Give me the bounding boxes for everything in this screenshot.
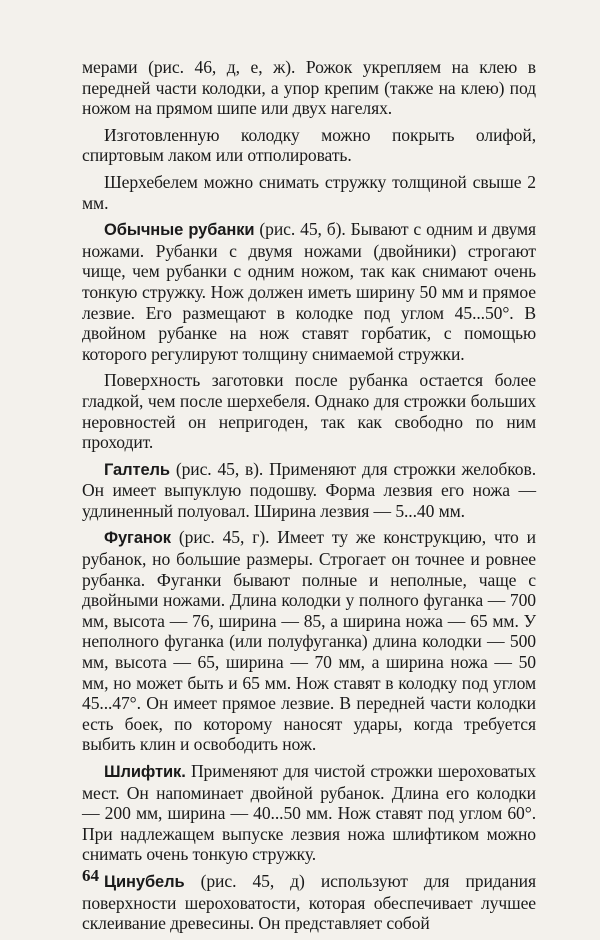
page-number: 64 (82, 866, 99, 885)
paragraph-shliftik (82, 761, 536, 865)
paragraph-galtel (82, 459, 536, 522)
paragraph-text: мерами (рис. 46, д, е, ж). Рожок укрепляем на клею в передней части колодки, а упор крепим (также на клею) под ножом на прямом шипе или двух нагелях. (82, 57, 536, 119)
paragraph-text: Шерхебелем можно снимать стружку толщиной свыше 2 мм. (82, 171, 536, 213)
paragraph-text: (рис. 45, в). Применяют для строжки желобков. Он имеет выпуклую подошву. Форма лезвия его ножа — удлиненный полуовал. Ширина лезвия — 5...40 мм. (82, 458, 536, 521)
paragraph-5 (82, 370, 536, 452)
paragraph-text: (рис. 45, б). Бывают с одним и двумя ножами. Рубанки с двумя ножами (двойники) строгают чище, чем рубанки с одним ножом, так как снимают очень тонкую стружку. Нож должен иметь ширину 50 мм и прямое лезвие. Его размещают в колодке под углом 45...50°. В двойном рубанке на нож ставят горбатик, с помощью которого регулируют толщину снимаемой стружки. (82, 219, 536, 364)
paragraph-text: Изготовленную колодку можно покрыть олифой, спиртовым лаком или отполировать. (82, 124, 536, 166)
paragraph-ordinary-planes (82, 219, 536, 364)
term-heading: Шлифтик. (104, 763, 186, 781)
paragraph-text: (рис. 45, г). Имеет ту же конструкцию, что и рубанок, но большие размеры. Строгает он точнее и ровнее рубанка. Фуганки бывают полные и неполные, чаще с двойными ножами. Длина колодки у полного фуганка — 700 мм, высота — 76, ширина — 85, а ширина ножа — 65 мм. У неполного фуганка (или полуфуганка) длина колодки — 500 мм, высота — 65, ширина — 70 мм, а ширина ножа — 50 мм, но может быть и 65 мм. Нож ставят в колодку под углом 45...47°. Он имеет прямое лезвие. В передней части колодки есть боек, по которому наносят удары, когда требуется выбить клин и освободить нож. (82, 527, 536, 755)
paragraph-fuganok (82, 527, 536, 755)
paragraph-text: (рис. 45, д) используют для придания поверхности шероховатости, которая обеспечивает лучшее склеивание древесины. Он представляет собой (82, 870, 536, 934)
term-heading: Галтель (104, 460, 170, 479)
paragraph-1 (82, 57, 536, 119)
paragraph-2 (82, 125, 536, 166)
paragraph-text: Применяют для чистой строжки шероховатых мест. Он напоминает двойной рубанок. Длина его колодки — 200 мм, ширина — 40...50 мм. Нож ставят под углом 60°. При надлежащем выпуске лезвия ножа шлифтиком можно снимать очень тонкую стружку. (82, 761, 536, 865)
paragraph-3 (82, 172, 536, 213)
paragraph-tsinubel (82, 871, 536, 934)
term-heading: Цинубель (104, 872, 185, 891)
paragraph-text: Поверхность заготовки после рубанка остается более гладкой, чем после шерхебеля. Однако для строжки больших неровностей он непригоден, так как свободно по ним проходит. (82, 370, 536, 453)
term-heading: Обычные рубанки (104, 221, 255, 240)
term-heading: Фуганок (104, 529, 171, 548)
